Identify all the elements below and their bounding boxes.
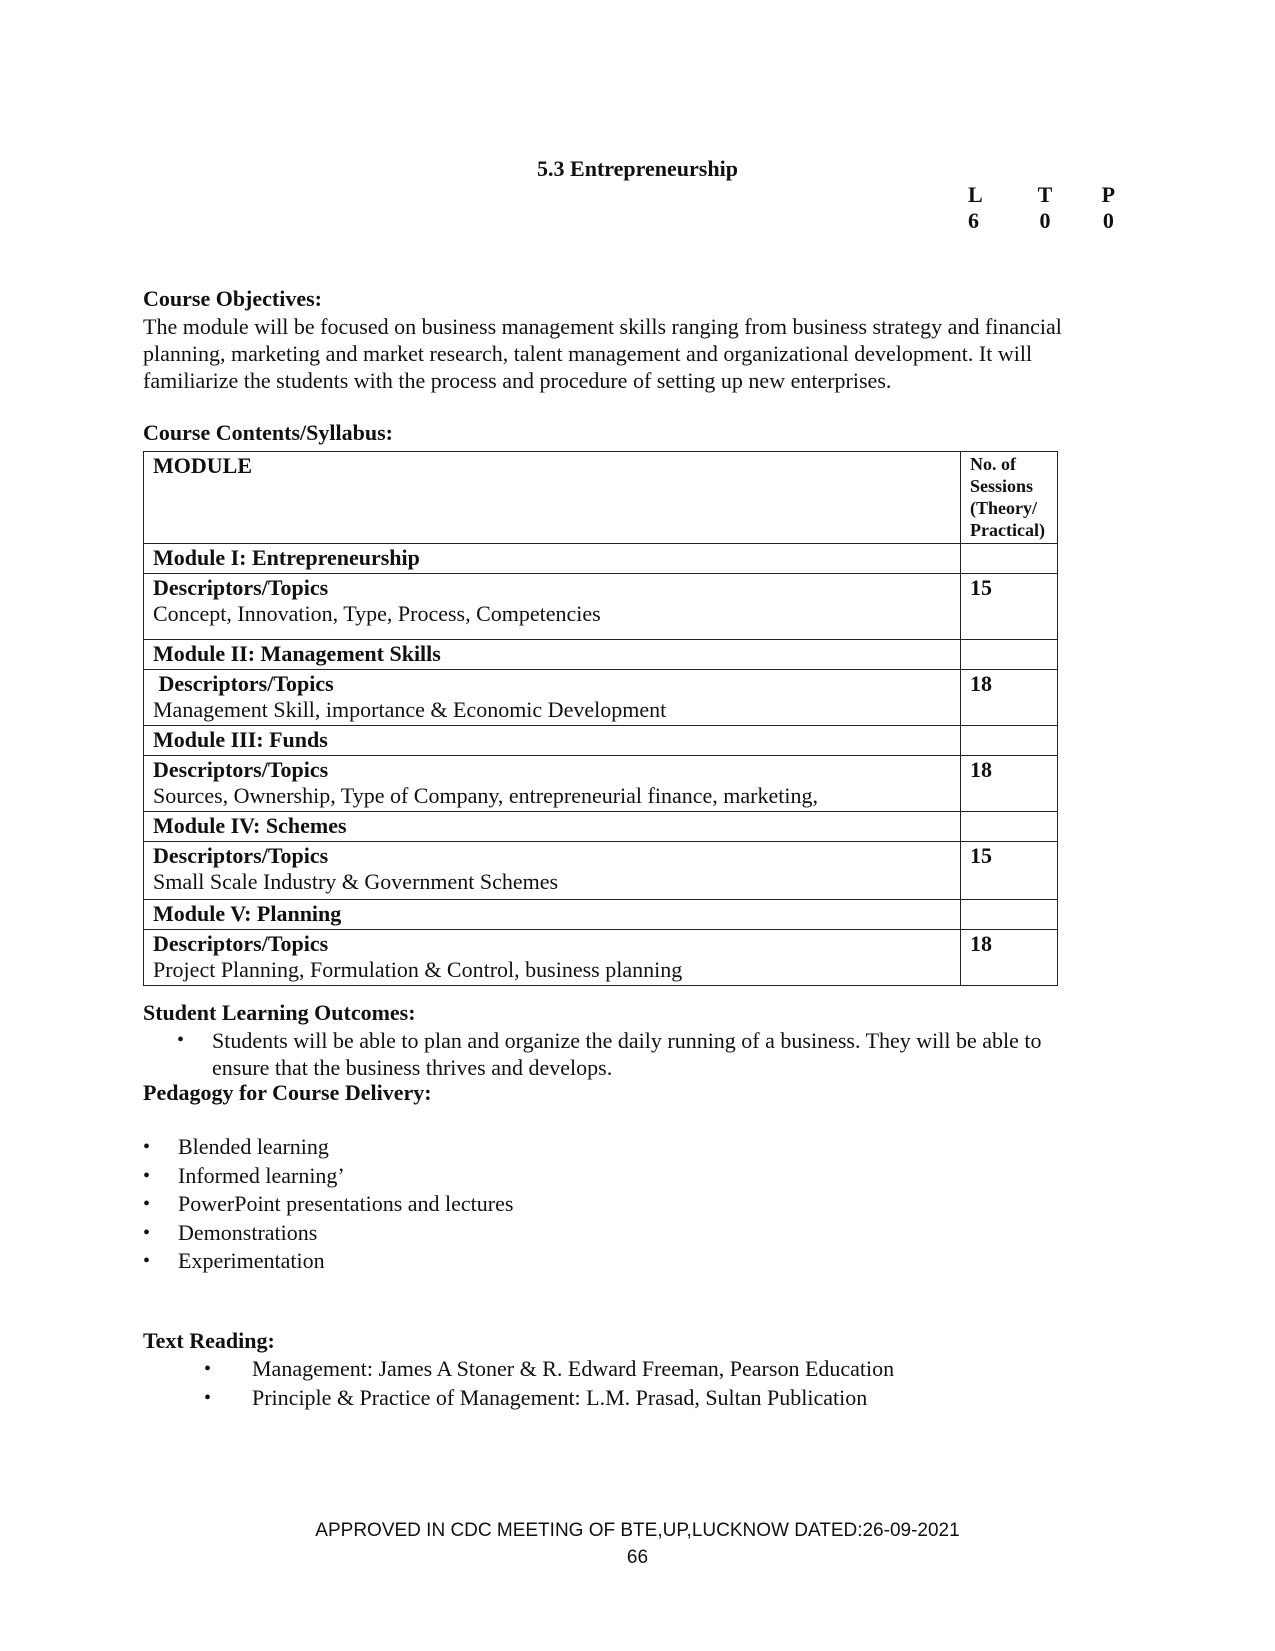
module-title: Module III: Funds [144,726,961,756]
module-topics-row [144,930,1058,986]
outcome-line: Students will be able to plan and organize the daily running of a business. They will be able to [212,1028,1042,1053]
module-title-sessions-cell [961,812,1058,842]
list-item [143,1162,843,1191]
bullet-icon: • [143,1164,151,1187]
module-topics-cell [144,670,961,726]
pedagogy-heading: Pedagogy for Course Delivery: [143,1080,432,1105]
list-item [143,1133,843,1162]
module-topics-row [144,574,1058,640]
module-topics: Sources, Ownership, Type of Company, entrepreneurial finance, marketing, [153,783,818,808]
list-item [204,1384,1104,1413]
ltp-header-p: P [1101,182,1116,207]
outcome-line: ensure that the business thrives and develops. [212,1055,613,1080]
module-title-row [144,640,1058,670]
list-item [204,1355,1104,1384]
module-topics-row [144,670,1058,726]
module-title-row [144,900,1058,930]
bullet-icon: • [143,1136,151,1158]
ltp-value-p: 0 [1102,208,1114,233]
descriptors-label: Descriptors/Topics [153,757,329,782]
module-sessions: 18 [961,756,1058,812]
objectives-line: planning, marketing and market research, talent management and organizational development. It will [143,341,1033,366]
pedagogy-item: PowerPoint presentations and lectures [178,1191,514,1216]
syllabus-heading: Course Contents/Syllabus: [143,420,393,445]
reading-item: Principle & Practice of Management: L.M. Prasad, Sultan Publication [252,1384,868,1410]
sessions-column-header [961,452,1058,544]
table-header-row [144,452,1058,544]
pedagogy-item: Informed learning’ [178,1162,345,1188]
module-title: Module II: Management Skills [144,640,961,670]
module-topics-cell [144,756,961,812]
ltp-value-t: 0 [1039,208,1051,233]
outcomes-list [177,1027,1117,1081]
sessions-header-line: (Theory/ [970,498,1037,518]
module-header-label: MODULE [153,453,252,478]
descriptors-label: Descriptors/Topics [153,671,334,696]
objectives-text [143,313,1143,394]
module-topics: Management Skill, importance & Economic Development [153,697,667,722]
module-topics: Small Scale Industry & Government Schemes [153,869,559,894]
module-topics-cell [144,842,961,900]
descriptors-label: Descriptors/Topics [153,931,329,956]
pedagogy-item: Experimentation [178,1248,325,1273]
reading-list [204,1355,1104,1412]
pedagogy-list [143,1133,843,1276]
bullet-icon: • [143,1221,151,1244]
objectives-line: familiarize the students with the process and procedure of setting up new enterprises. [143,368,892,393]
module-sessions: 18 [961,670,1058,726]
list-item [143,1190,843,1219]
module-title: Module I: Entrepreneurship [144,544,961,574]
ltp-header-l: L [968,182,983,207]
syllabus-table [143,451,1058,986]
bullet-icon: • [143,1193,151,1215]
reading-heading: Text Reading: [143,1328,275,1353]
reading-item: Management: James A Stoner & R. Edward Freeman, Pearson Education [252,1356,895,1381]
ltp-header-row [960,182,1140,208]
ltp-value-row [960,208,1140,234]
pedagogy-item: Blended learning [178,1134,329,1159]
list-item [143,1219,843,1248]
approval-footer: APPROVED IN CDC MEETING OF BTE,UP,LUCKNOW DATED:26-09-2021 [315,1520,960,1541]
module-topics-row [144,756,1058,812]
module-sessions: 18 [961,930,1058,986]
module-column-header [144,452,961,544]
ltp-block [960,182,1140,234]
objectives-heading: Course Objectives: [143,286,323,311]
module-title-row [144,812,1058,842]
list-item [143,1247,843,1276]
module-topics-row [144,842,1058,900]
descriptors-label: Descriptors/Topics [153,843,329,868]
module-title-row [144,726,1058,756]
module-topics: Project Planning, Formulation & Control, business planning [153,957,683,982]
descriptors-label: Descriptors/Topics [153,575,329,600]
sessions-header-line: Sessions [970,476,1034,496]
ltp-value-l: 6 [968,208,979,233]
sessions-header-line: Practical) [970,520,1045,540]
bullet-icon: • [204,1386,212,1409]
course-title: 5.3 Entrepreneurship [537,156,738,181]
sessions-header-line: No. of [970,454,1016,474]
ltp-header-t: T [1037,182,1053,207]
pedagogy-item: Demonstrations [178,1219,318,1245]
module-title: Module IV: Schemes [144,812,961,842]
page-number: 66 [626,1547,649,1568]
module-title: Module V: Planning [144,900,961,930]
bullet-icon: • [143,1250,151,1272]
outcomes-heading: Student Learning Outcomes: [143,1000,416,1025]
module-title-sessions-cell [961,900,1058,930]
module-title-row [144,544,1058,574]
bullet-icon: • [177,1029,185,1051]
list-item [177,1027,1117,1081]
module-topics: Concept, Innovation, Type, Process, Competencies [153,601,601,626]
module-title-sessions-cell [961,640,1058,670]
module-title-sessions-cell [961,726,1058,756]
module-sessions: 15 [961,574,1058,640]
module-topics-cell [144,930,961,986]
objectives-line: The module will be focused on business management skills ranging from business strategy and financial [143,314,1062,339]
bullet-icon: • [204,1358,212,1380]
module-topics-cell [144,574,961,640]
module-sessions: 15 [961,842,1058,900]
module-title-sessions-cell [961,544,1058,574]
